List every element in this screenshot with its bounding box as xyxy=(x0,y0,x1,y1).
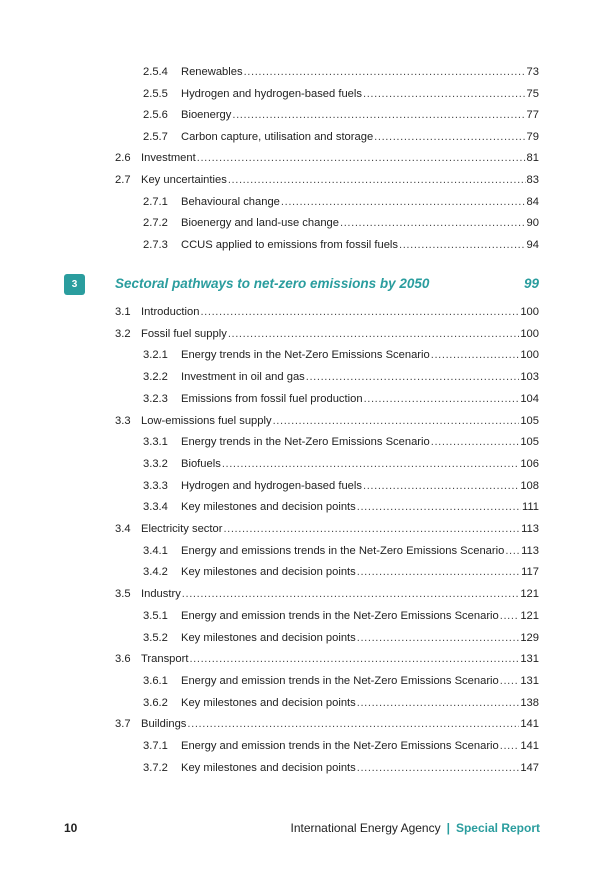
toc-entry-body xyxy=(181,628,539,648)
toc-entry-body xyxy=(181,562,539,582)
toc-entry-body xyxy=(181,497,539,517)
toc-entry[interactable] xyxy=(0,714,605,734)
toc-entry-page: 104 xyxy=(520,392,539,405)
toc-entry[interactable] xyxy=(0,170,605,190)
toc-entry[interactable] xyxy=(0,235,605,255)
toc-leader-dots xyxy=(182,584,520,604)
toc-entry[interactable] xyxy=(0,671,605,691)
toc-entry-title: Renewables xyxy=(181,66,243,78)
chapter-heading[interactable] xyxy=(64,273,541,295)
toc-entry-number: 2.5.6 xyxy=(143,109,168,122)
toc-entry-page: 105 xyxy=(520,414,539,427)
toc-entry-title: Energy trends in the Net-Zero Emissions Scenario xyxy=(181,349,430,362)
toc-leader-dots xyxy=(228,170,526,190)
page-footer xyxy=(64,818,540,838)
toc-leader-dots xyxy=(357,628,520,648)
toc-entry-body xyxy=(141,519,539,539)
toc-entry-title: Energy and emissions trends in the Net-Zero Emissions Scenario xyxy=(181,544,505,557)
toc-entry-body xyxy=(141,324,539,344)
toc-entry-number: 2.7.1 xyxy=(143,195,168,208)
toc-entry-body xyxy=(181,693,539,713)
toc-entry[interactable] xyxy=(0,367,605,387)
toc-entry-page: 81 xyxy=(526,152,539,165)
toc-entry-body xyxy=(181,105,539,125)
toc-entry-body xyxy=(181,127,539,147)
toc-entry-body xyxy=(141,714,539,734)
toc-entry-number: 3.7.1 xyxy=(143,740,168,752)
toc-entry-page: 100 xyxy=(520,327,539,340)
toc-entry-number: 2.7.2 xyxy=(143,217,168,230)
toc-entry[interactable] xyxy=(0,302,605,322)
toc-entry-body xyxy=(181,192,539,212)
footer-series: Special Report xyxy=(455,821,540,835)
toc-entry-page: 111 xyxy=(521,501,539,514)
toc-entry[interactable] xyxy=(0,454,605,474)
toc-entry-title: Hydrogen and hydrogen-based fuels xyxy=(181,479,362,492)
toc-entry[interactable] xyxy=(0,562,605,582)
toc-entry-title: Biofuels xyxy=(181,457,221,470)
toc-leader-dots xyxy=(431,345,520,365)
toc-entry-page: 121 xyxy=(520,609,539,622)
toc-entry-number: 3.6.1 xyxy=(143,674,168,687)
toc-leader-dots xyxy=(500,606,520,626)
toc-entry-page: 141 xyxy=(520,718,539,731)
toc-entry-page: 94 xyxy=(526,238,539,251)
toc-entry-page: 108 xyxy=(520,479,539,492)
toc-entry-title: Fossil fuel supply xyxy=(141,327,227,340)
toc-entry-title: Introduction xyxy=(141,306,200,318)
toc-entry-title: Behavioural change xyxy=(181,195,280,208)
chapter-page-number: 99 xyxy=(523,276,539,291)
toc-entry-title: Emissions from fossil fuel production xyxy=(181,392,363,405)
footer-separator: | xyxy=(446,821,450,835)
toc-entry-page: 141 xyxy=(520,740,539,752)
toc-leader-dots xyxy=(232,105,525,125)
toc-entry-number: 3.5.1 xyxy=(143,609,168,622)
toc-entry[interactable] xyxy=(0,345,605,365)
toc-entry[interactable] xyxy=(0,497,605,517)
toc-entry-number: 3.3.3 xyxy=(143,479,168,492)
toc-entry-title: Carbon capture, utilisation and storage xyxy=(181,130,374,143)
toc-entry[interactable] xyxy=(0,148,605,168)
toc-leader-dots xyxy=(281,192,526,212)
toc-entry-number: 2.5.5 xyxy=(143,87,168,100)
toc-entry[interactable] xyxy=(0,758,605,778)
toc-entry-page: 84 xyxy=(526,195,539,208)
toc-entry-body xyxy=(141,584,539,604)
toc-entry[interactable] xyxy=(0,192,605,212)
toc-entry-title: Hydrogen and hydrogen-based fuels xyxy=(181,87,362,100)
toc-leader-dots xyxy=(200,302,519,322)
toc-entry-body xyxy=(181,758,539,778)
toc-leader-dots xyxy=(189,649,519,669)
toc-entry-body xyxy=(181,389,539,409)
toc-entry-title: Investment xyxy=(141,152,196,165)
toc-entry-page: 79 xyxy=(526,130,539,143)
toc-entry-page: 131 xyxy=(520,674,539,687)
toc-entry-number: 3.3.1 xyxy=(143,436,168,449)
toc-entry-page: 77 xyxy=(526,109,539,122)
toc-leader-dots xyxy=(364,389,520,409)
toc-leader-dots xyxy=(197,148,526,168)
toc-entry[interactable] xyxy=(0,105,605,125)
toc-entry[interactable] xyxy=(0,476,605,496)
chapter-number-badge: 3 xyxy=(64,274,85,295)
toc-entry-body xyxy=(181,213,539,233)
toc-entry[interactable] xyxy=(0,541,605,561)
toc-entry-number: 3.3 xyxy=(115,414,131,427)
toc-entry-body xyxy=(181,62,539,82)
toc-entry-body xyxy=(181,671,539,691)
toc-entry[interactable] xyxy=(0,432,605,452)
toc-entry[interactable] xyxy=(0,693,605,713)
toc-entry-number: 3.4 xyxy=(115,523,131,535)
toc-entry-page: 113 xyxy=(521,523,539,535)
toc-entry-number: 2.7.3 xyxy=(143,238,168,251)
toc-leader-dots xyxy=(357,497,521,517)
toc-entry-number: 3.7.2 xyxy=(143,761,168,774)
toc-entry[interactable] xyxy=(0,213,605,233)
toc-leader-dots xyxy=(357,562,520,582)
toc-leader-dots xyxy=(357,693,520,713)
toc-entry-page: 131 xyxy=(520,653,539,666)
toc-entry-title: Transport xyxy=(141,653,189,666)
toc-leader-dots xyxy=(357,758,520,778)
toc-leader-dots xyxy=(228,324,520,344)
toc-entry-number: 3.1 xyxy=(115,306,131,318)
toc-leader-dots xyxy=(222,454,520,474)
toc-entry-number: 2.6 xyxy=(115,152,131,165)
toc-entry-number: 3.3.2 xyxy=(143,457,168,470)
toc-leader-dots xyxy=(374,127,525,147)
toc-entry-number: 3.2.2 xyxy=(143,371,168,384)
toc-entry-title: Investment in oil and gas xyxy=(181,371,305,384)
toc-entry-number: 3.5 xyxy=(115,588,131,601)
toc-entry-title: Industry xyxy=(141,588,181,601)
toc-entry-title: Key milestones and decision points xyxy=(181,761,356,774)
toc-entry[interactable] xyxy=(0,389,605,409)
toc-entry[interactable] xyxy=(0,628,605,648)
toc-entry-page: 100 xyxy=(520,349,539,362)
toc-entry-title: Key milestones and decision points xyxy=(181,696,356,709)
toc-entry-body xyxy=(141,302,539,322)
toc-leader-dots xyxy=(500,736,520,756)
toc-entry-title: Electricity sector xyxy=(141,523,223,535)
toc-entry-body xyxy=(181,476,539,496)
toc-entry-number: 3.3.4 xyxy=(143,501,168,514)
toc-entry-number: 3.4.1 xyxy=(143,544,168,557)
chapter-title: Sectoral pathways to net-zero emissions by 2050 xyxy=(115,276,430,291)
toc-entry-title: CCUS applied to emissions from fossil fuels xyxy=(181,238,398,251)
toc-entry-body xyxy=(141,649,539,669)
toc-entry-page: 138 xyxy=(520,696,539,709)
toc-entry[interactable] xyxy=(0,84,605,104)
toc-entry-number: 2.7 xyxy=(115,174,131,186)
toc-entry-number: 2.5.7 xyxy=(143,130,168,143)
toc-entry-number: 3.4.2 xyxy=(143,566,168,579)
toc-entry[interactable] xyxy=(0,411,605,431)
toc-leader-dots xyxy=(273,411,520,431)
toc-entry-title: Key milestones and decision points xyxy=(181,501,356,514)
toc-entry[interactable] xyxy=(0,127,605,147)
toc-leader-dots xyxy=(244,62,526,82)
footer-page-number: 10 xyxy=(64,821,78,835)
toc-entry-title: Energy and emission trends in the Net-Zero Emissions Scenario xyxy=(181,609,499,622)
toc-entry-page: 129 xyxy=(520,631,539,644)
toc-entry-number: 2.5.4 xyxy=(143,66,168,78)
footer-publisher: International Energy Agency xyxy=(290,821,441,835)
toc-entry-body xyxy=(181,606,539,626)
toc-entry-page: 83 xyxy=(526,174,539,186)
toc-entry-body xyxy=(181,367,539,387)
toc-entry-body xyxy=(181,736,539,756)
toc-entry-number: 3.7 xyxy=(115,718,131,731)
toc-entry-body xyxy=(141,170,539,190)
toc-entry-page: 105 xyxy=(520,436,539,449)
toc-entry-page: 106 xyxy=(520,457,539,470)
toc-entry-title: Key uncertainties xyxy=(141,174,227,186)
toc-entry-title: Low-emissions fuel supply xyxy=(141,414,272,427)
toc-entry-body xyxy=(181,235,539,255)
toc-entry-title: Energy trends in the Net-Zero Emissions Scenario xyxy=(181,436,430,449)
toc-entry-number: 3.5.2 xyxy=(143,631,168,644)
toc-entry-body xyxy=(181,541,539,561)
toc-entry-page: 117 xyxy=(521,566,539,579)
toc-leader-dots xyxy=(505,541,520,561)
toc-entry-page: 100 xyxy=(520,306,539,318)
toc-entry-page: 75 xyxy=(526,87,539,100)
toc-entry-title: Energy and emission trends in the Net-Zero Emissions Scenario xyxy=(181,674,499,687)
toc-entry-body xyxy=(181,454,539,474)
toc-entry-body xyxy=(141,411,539,431)
toc-entry[interactable] xyxy=(0,584,605,604)
toc-entry-page: 73 xyxy=(526,66,539,78)
toc-entry-body xyxy=(141,148,539,168)
toc-leader-dots xyxy=(500,671,520,691)
toc-entry-page: 113 xyxy=(521,544,539,557)
toc-entry-number: 3.6.2 xyxy=(143,696,168,709)
toc-entry[interactable] xyxy=(0,62,605,82)
toc-leader-dots xyxy=(363,476,519,496)
toc-entry[interactable] xyxy=(0,324,605,344)
toc-entry-body xyxy=(181,345,539,365)
toc-entry-body xyxy=(181,84,539,104)
toc-entry-title: Buildings xyxy=(141,718,187,731)
toc-entry-title: Key milestones and decision points xyxy=(181,566,356,579)
toc-entry-page: 90 xyxy=(526,217,539,230)
toc-entry-page: 147 xyxy=(520,761,539,774)
toc-entry-page: 121 xyxy=(520,588,539,601)
toc-entry-number: 3.6 xyxy=(115,653,131,666)
toc-entry[interactable] xyxy=(0,649,605,669)
toc-entry-body xyxy=(181,432,539,452)
toc-entry-title: Bioenergy and land-use change xyxy=(181,217,339,230)
toc-entry-title: Energy and emission trends in the Net-Zero Emissions Scenario xyxy=(181,740,499,752)
toc-entry-page: 103 xyxy=(520,371,539,384)
toc-entry-title: Bioenergy xyxy=(181,109,232,122)
toc-leader-dots xyxy=(223,519,520,539)
toc-entry-number: 3.2.3 xyxy=(143,392,168,405)
toc-entry[interactable] xyxy=(0,736,605,756)
toc-entry-number: 3.2.1 xyxy=(143,349,168,362)
toc-leader-dots xyxy=(340,213,526,233)
toc-entry[interactable] xyxy=(0,519,605,539)
toc-leader-dots xyxy=(431,432,520,452)
footer-credit xyxy=(291,818,541,838)
toc-leader-dots xyxy=(399,235,526,255)
toc-leader-dots xyxy=(363,84,526,104)
toc-entry-title: Key milestones and decision points xyxy=(181,631,356,644)
toc-entry-number: 3.2 xyxy=(115,327,131,340)
toc-entry[interactable] xyxy=(0,606,605,626)
toc-leader-dots xyxy=(306,367,520,387)
toc-leader-dots xyxy=(187,714,519,734)
